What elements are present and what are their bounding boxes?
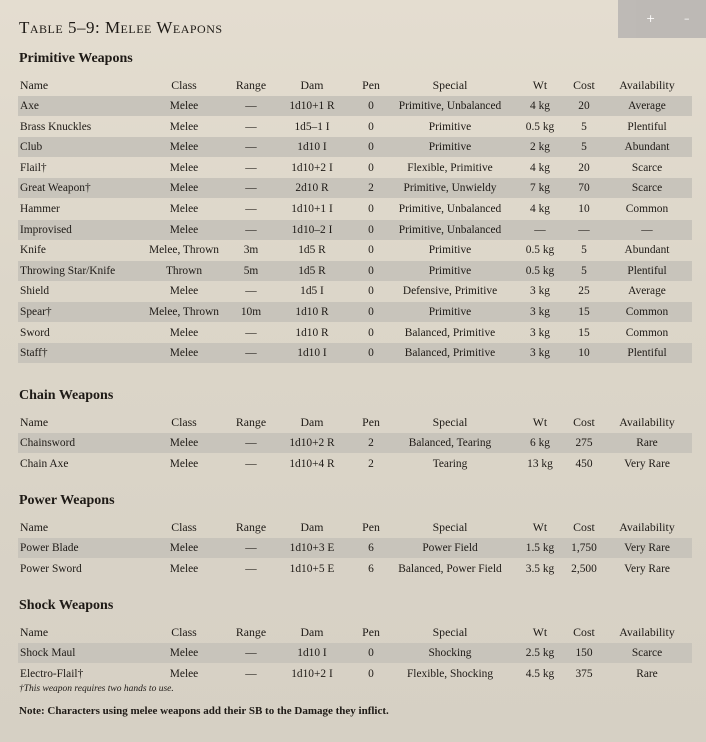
header-damage: Dam [300, 415, 324, 429]
cell-pen: 0 [368, 667, 374, 680]
cell-name: Knife [20, 244, 46, 257]
cell-class: Melee [169, 161, 199, 174]
cell-cost: 20 [578, 161, 590, 174]
header-weight: Wt [532, 520, 548, 534]
header-pen: Pen [362, 415, 380, 429]
cell-class: Melee [169, 285, 199, 298]
cell-weight: — [534, 223, 546, 236]
header-availability: Availability [619, 520, 675, 534]
minus-icon[interactable]: – [684, 12, 690, 25]
cell-special: Shocking [428, 647, 472, 659]
cell-class: Melee [169, 182, 199, 195]
cell-pen: 0 [368, 100, 374, 112]
cell-name: Club [20, 141, 43, 154]
header-range: Range [235, 78, 267, 92]
cell-damage: 1d10+2 R [289, 437, 335, 449]
table-title: Table 5–9: Melee Weapons [19, 18, 223, 37]
cell-cost: 25 [578, 285, 590, 298]
cell-name: Chain Axe [20, 457, 69, 470]
table-header-row [18, 622, 692, 642]
cell-special: Balanced, Tearing [408, 437, 492, 449]
cell-class: Melee [169, 542, 199, 554]
cell-availability: Very Rare [624, 562, 670, 575]
section-title: Chain Weapons [19, 388, 114, 403]
cell-range: — [245, 647, 257, 659]
cell-pen: 0 [368, 326, 374, 339]
cell-cost: 5 [581, 120, 587, 133]
table-header-row [18, 517, 692, 537]
cell-availability: Abundant [624, 141, 670, 154]
cell-cost: 5 [581, 244, 587, 257]
cell-range: — [245, 437, 257, 449]
cell-damage: 1d10 R [295, 306, 329, 318]
cell-special: Power Field [422, 542, 478, 554]
cell-special: Balanced, Primitive [404, 347, 496, 360]
cell-name: Flail† [20, 161, 47, 174]
cell-class: Thrown [165, 264, 203, 277]
cell-availability: Abundant [624, 244, 670, 257]
cell-name: Improvised [20, 223, 72, 236]
cell-pen: 2 [368, 182, 374, 195]
cell-pen: 0 [368, 141, 374, 154]
cell-cost: 5 [581, 141, 587, 154]
header-pen: Pen [362, 78, 380, 92]
cell-pen: 0 [368, 306, 374, 318]
header-class: Class [171, 625, 197, 639]
cell-pen: 6 [368, 562, 374, 575]
table-row [18, 158, 692, 178]
cell-range: — [245, 457, 257, 470]
cell-name: Chainsword [20, 437, 76, 449]
cell-damage: 1d10+5 E [289, 562, 335, 575]
cell-damage: 1d10+2 I [291, 667, 333, 680]
header-pen: Pen [362, 520, 380, 534]
cell-special: Primitive, Unbalanced [398, 100, 502, 112]
cell-availability: Very Rare [624, 542, 670, 554]
header-class: Class [171, 520, 197, 534]
table-header-row [18, 412, 692, 432]
cell-range: — [245, 223, 257, 236]
header-damage: Dam [300, 625, 324, 639]
cell-special: Primitive [428, 244, 472, 257]
header-special: Special [432, 415, 468, 429]
cell-cost: 20 [578, 100, 590, 112]
cell-availability: Plentiful [627, 120, 667, 133]
header-cost: Cost [573, 625, 595, 639]
cell-special: Flexible, Shocking [406, 667, 494, 680]
cell-damage: 1d10 I [297, 141, 327, 154]
cell-class: Melee [169, 562, 199, 575]
cell-pen: 0 [368, 285, 374, 298]
header-range: Range [235, 520, 267, 534]
header-weight: Wt [532, 625, 548, 639]
cell-class: Melee, Thrown [148, 244, 219, 257]
cell-pen: 0 [368, 203, 374, 215]
cell-name: Hammer [20, 203, 60, 215]
cell-weight: 0.5 kg [525, 264, 555, 277]
cell-availability: Average [628, 285, 666, 298]
cell-weight: 4 kg [530, 161, 550, 174]
cell-availability: Scarce [631, 182, 663, 195]
cell-weight: 4.5 kg [525, 667, 555, 680]
cell-special: Primitive, Unbalanced [398, 223, 502, 236]
cell-weight: 13 kg [527, 457, 553, 470]
cell-weight: 0.5 kg [525, 120, 555, 133]
cell-cost: 275 [575, 437, 593, 449]
cell-availability: Scarce [631, 647, 663, 659]
table-row [18, 343, 692, 363]
table-row [18, 96, 692, 116]
cell-class: Melee, Thrown [148, 306, 219, 318]
table-row [18, 664, 692, 684]
cell-availability: Scarce [631, 161, 663, 174]
cell-range: 3m [243, 244, 259, 257]
header-class: Class [171, 78, 197, 92]
cell-weight: 2 kg [530, 141, 550, 154]
cell-range: — [245, 100, 257, 112]
header-weight: Wt [532, 78, 548, 92]
cell-class: Melee [169, 647, 199, 659]
cell-damage: 1d10+4 R [289, 457, 335, 470]
plus-icon[interactable]: + [646, 12, 656, 25]
header-name: Name [20, 520, 49, 534]
cell-pen: 2 [368, 437, 374, 449]
cell-cost: 70 [578, 182, 590, 195]
cell-availability: Rare [636, 667, 658, 680]
cell-name: Axe [20, 100, 39, 112]
cell-cost: 150 [575, 647, 593, 659]
cell-damage: 1d10–2 I [291, 223, 333, 236]
table-header-row [18, 75, 692, 95]
cell-cost: 2,500 [571, 562, 597, 575]
header-pen: Pen [362, 625, 380, 639]
cell-range: 10m [240, 306, 262, 318]
cell-class: Melee [169, 100, 199, 112]
cell-cost: — [578, 223, 590, 236]
header-range: Range [235, 625, 267, 639]
cell-cost: 10 [578, 203, 590, 215]
cell-class: Melee [169, 141, 199, 154]
cell-weight: 3 kg [530, 347, 550, 360]
cell-damage: 1d10 R [295, 326, 329, 339]
cell-range: — [245, 347, 257, 360]
table-row [18, 240, 692, 260]
cell-class: Melee [169, 326, 199, 339]
cell-name: Shield [20, 285, 50, 298]
header-cost: Cost [573, 415, 595, 429]
cell-name: Power Sword [20, 562, 82, 575]
header-cost: Cost [573, 520, 595, 534]
cell-range: 5m [243, 264, 259, 277]
cell-class: Melee [169, 457, 199, 470]
cell-availability: — [641, 223, 653, 236]
damage-note: Note: Characters using melee weapons add their SB to the Damage they inflict. [19, 705, 389, 717]
cell-special: Defensive, Primitive [402, 285, 498, 298]
cell-availability: Common [625, 326, 669, 339]
window-controls [618, 0, 706, 38]
cell-availability: Average [628, 100, 666, 112]
cell-range: — [245, 542, 257, 554]
cell-range: — [245, 326, 257, 339]
cell-pen: 0 [368, 120, 374, 133]
cell-name: Brass Knuckles [20, 120, 92, 133]
cell-cost: 10 [578, 347, 590, 360]
header-name: Name [20, 415, 49, 429]
header-special: Special [432, 625, 468, 639]
cell-availability: Very Rare [624, 457, 670, 470]
cell-special: Primitive [428, 120, 472, 133]
cell-availability: Plentiful [627, 347, 667, 360]
cell-range: — [245, 562, 257, 575]
cell-damage: 1d5 I [300, 285, 324, 298]
header-class: Class [171, 415, 197, 429]
cell-cost: 375 [575, 667, 593, 680]
cell-availability: Plentiful [627, 264, 667, 277]
cell-weight: 4 kg [530, 203, 550, 215]
cell-cost: 1,750 [571, 542, 597, 554]
cell-damage: 1d10+3 E [289, 542, 335, 554]
cell-range: — [245, 120, 257, 133]
cell-pen: 0 [368, 223, 374, 236]
cell-weight: 4 kg [530, 100, 550, 112]
cell-availability: Rare [636, 437, 658, 449]
cell-damage: 1d5–1 I [294, 120, 330, 133]
cell-special: Primitive [428, 141, 472, 154]
cell-range: — [245, 182, 257, 195]
cell-availability: Common [625, 306, 669, 318]
header-availability: Availability [619, 78, 675, 92]
table-row [18, 559, 692, 579]
cell-weight: 3 kg [530, 285, 550, 298]
cell-special: Primitive [428, 306, 472, 318]
cell-weight: 6 kg [530, 437, 550, 449]
cell-pen: 0 [368, 264, 374, 277]
cell-damage: 1d10 I [297, 347, 327, 360]
header-cost: Cost [573, 78, 595, 92]
cell-special: Primitive, Unbalanced [398, 203, 502, 215]
cell-weight: 3.5 kg [525, 562, 555, 575]
cell-name: Sword [20, 326, 50, 339]
header-damage: Dam [300, 78, 324, 92]
section-title: Primitive Weapons [19, 51, 133, 66]
cell-special: Balanced, Power Field [398, 562, 502, 575]
header-damage: Dam [300, 520, 324, 534]
cell-class: Melee [169, 120, 199, 133]
cell-damage: 1d5 R [298, 264, 326, 277]
cell-pen: 2 [368, 457, 374, 470]
table-row [18, 281, 692, 301]
cell-weight: 0.5 kg [525, 244, 555, 257]
table-row [18, 302, 692, 322]
table-row [18, 220, 692, 240]
header-special: Special [432, 520, 468, 534]
table-row [18, 137, 692, 157]
cell-name: Electro-Flail† [20, 667, 84, 680]
cell-special: Tearing [432, 457, 468, 470]
cell-availability: Common [625, 203, 669, 215]
cell-name: Staff† [20, 347, 48, 360]
table-row [18, 538, 692, 558]
cell-special: Balanced, Primitive [404, 326, 496, 339]
cell-weight: 2.5 kg [525, 647, 555, 659]
cell-range: — [245, 161, 257, 174]
cell-special: Primitive [428, 264, 472, 277]
table-row [18, 323, 692, 343]
cell-cost: 450 [575, 457, 593, 470]
cell-damage: 2d10 R [295, 182, 329, 195]
cell-name: Power Blade [20, 542, 79, 554]
cell-damage: 1d10+1 I [291, 203, 333, 215]
cell-name: Throwing Star/Knife [20, 264, 116, 277]
cell-cost: 5 [581, 264, 587, 277]
cell-pen: 0 [368, 647, 374, 659]
cell-name: Great Weapon† [20, 182, 91, 195]
cell-cost: 15 [578, 306, 590, 318]
header-range: Range [235, 415, 267, 429]
table-row [18, 178, 692, 198]
table-row [18, 117, 692, 137]
cell-class: Melee [169, 203, 199, 215]
header-weight: Wt [532, 415, 548, 429]
cell-class: Melee [169, 347, 199, 360]
table-row [18, 643, 692, 663]
cell-weight: 7 kg [530, 182, 550, 195]
cell-pen: 0 [368, 161, 374, 174]
cell-special: Flexible, Primitive [407, 161, 493, 174]
cell-range: — [245, 285, 257, 298]
header-availability: Availability [619, 625, 675, 639]
cell-pen: 0 [368, 347, 374, 360]
header-availability: Availability [619, 415, 675, 429]
table-row [18, 454, 692, 474]
cell-weight: 3 kg [530, 326, 550, 339]
table-row [18, 433, 692, 453]
header-special: Special [432, 78, 468, 92]
cell-cost: 15 [578, 326, 590, 339]
cell-class: Melee [169, 437, 199, 449]
cell-pen: 6 [368, 542, 374, 554]
section-title: Shock Weapons [19, 598, 114, 613]
cell-class: Melee [169, 223, 199, 236]
header-name: Name [20, 625, 49, 639]
section-title: Power Weapons [19, 493, 115, 508]
cell-pen: 0 [368, 244, 374, 257]
footnote: †This weapon requires two hands to use. [19, 684, 174, 694]
cell-damage: 1d10+2 I [291, 161, 333, 174]
cell-damage: 1d5 R [298, 244, 326, 257]
header-name: Name [20, 78, 49, 92]
cell-range: — [245, 203, 257, 215]
cell-range: — [245, 667, 257, 680]
cell-name: Shock Maul [20, 647, 76, 659]
cell-weight: 1.5 kg [525, 542, 555, 554]
table-row [18, 199, 692, 219]
table-row [18, 261, 692, 281]
cell-damage: 1d10 I [297, 647, 327, 659]
cell-damage: 1d10+1 R [289, 100, 335, 112]
cell-range: — [245, 141, 257, 154]
cell-special: Primitive, Unwieldy [403, 182, 497, 195]
cell-weight: 3 kg [530, 306, 550, 318]
cell-name: Spear† [20, 306, 52, 318]
cell-class: Melee [169, 667, 199, 680]
